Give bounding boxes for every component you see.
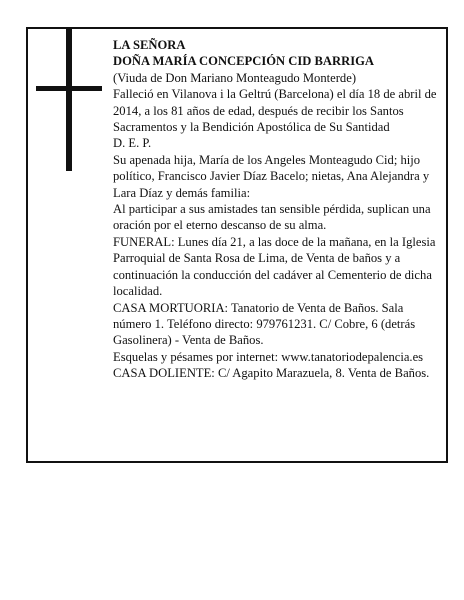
- mortuary-paragraph: CASA MORTUORIA: Tanatorio de Venta de Baños. Sala número 1. Teléfono directo: 979761231. C/ Cobre, 6 (detrás Gasolinera) - Venta de Baños.: [113, 300, 416, 348]
- widow-line: (Viuda de Don Mariano Monteagudo Monterde): [113, 70, 357, 85]
- cross-horizontal-bar: [36, 86, 102, 91]
- cross-icon: [36, 27, 102, 171]
- death-paragraph: Falleció en Vilanova i la Geltrú (Barcelona) el día 18 de abril de 2014, a los 81 años de edad, después de recibir los Santos Sacramentos y la Bendición Apostólica de Su Santidad: [113, 87, 437, 135]
- notice-text: [113, 37, 439, 382]
- cross-vertical-bar: [66, 27, 72, 171]
- funeral-paragraph: FUNERAL: Lunes día 21, a las doce de la mañana, en la Iglesia Parroquial de Santa Rosa de Lima, de Venta de baños y a continuación la conducción del cadáver al Cementerio de dicha localidad.: [113, 234, 436, 299]
- internet-paragraph: Esquelas y pésames por internet: www.tanatoriodepalencia.es: [113, 349, 424, 364]
- notice-title: LA SEÑORA: [113, 38, 186, 52]
- doliente-paragraph: CASA DOLIENTE: C/ Agapito Marazuela, 8. Venta de Baños.: [113, 366, 430, 381]
- request-paragraph: Al participar a sus amistades tan sensible pérdida, suplican una oración por el eterno descanso de su alma.: [113, 202, 431, 233]
- family-paragraph: Su apenada hija, María de los Angeles Monteagudo Cid; hijo político, Francisco Javier Díaz Bacelo; nietas, Ana Alejandra y Lara Díaz y demás familia:: [113, 152, 430, 200]
- deceased-name: DOÑA MARÍA CONCEPCIÓN CID BARRIGA: [113, 54, 374, 69]
- rip-line: D. E. P.: [113, 136, 152, 151]
